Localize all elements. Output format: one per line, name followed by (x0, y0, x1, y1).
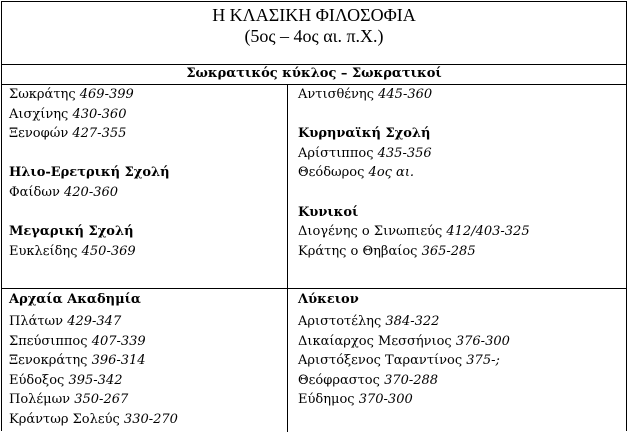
philosopher-name: Εύδοξος (9, 372, 65, 388)
philosopher-years: 365-285 (421, 243, 476, 259)
academy-column (9, 312, 178, 430)
philosopher-entry (9, 124, 170, 144)
table-title (2, 2, 626, 65)
philosopher-entry (9, 410, 178, 430)
philosopher-years: 370-300 (358, 392, 413, 408)
philosopher-years: 395-342 (68, 372, 123, 388)
philosopher-entry (9, 312, 178, 332)
philosopher-entry (298, 312, 510, 332)
philosopher-entry (298, 144, 530, 164)
philosopher-years: 4ος αι. (368, 165, 415, 181)
philosopher-entry (298, 242, 530, 262)
philosopher-name: Σπεύσιππος (9, 333, 88, 349)
philosopher-name: Κράτης ο Θηβαίος (298, 243, 418, 259)
philosopher-entry (9, 332, 178, 352)
column-divider (287, 85, 288, 432)
philosopher-name: Ξενοφών (9, 126, 69, 142)
philosopher-years: 430-360 (72, 106, 127, 122)
title-line-1: Η ΚΛΑΣΙΚΗ ΦΙΛΟΣΟΦΙΑ (212, 5, 416, 25)
philosopher-name: Ξενοκράτης (9, 353, 88, 369)
philosopher-years: 407-339 (91, 333, 146, 349)
school-heading-megarian: Μεγαρική Σχολή (9, 224, 134, 240)
philosopher-years: 384-322 (385, 314, 440, 329)
philosopher-entry (9, 390, 178, 410)
philosopher-years: 330-270 (123, 411, 178, 427)
philosopher-name: Φαίδων (9, 184, 60, 200)
school-heading-cynics: Κυνικοί (298, 204, 359, 220)
philosopher-entry (298, 332, 510, 352)
philosopher-entry (298, 222, 530, 242)
philosopher-years: 370-288 (384, 372, 439, 388)
lyceum-heading: Λύκειον (298, 292, 359, 307)
philosopher-name: Πλάτων (9, 314, 64, 329)
philosopher-years: 469-399 (79, 87, 134, 102)
philosophy-table (1, 1, 627, 431)
philosopher-name: Θεόφραστος (298, 372, 380, 388)
philosopher-name: Αισχίνης (9, 106, 69, 122)
row-divider (2, 288, 626, 289)
socratic-left-column (9, 85, 170, 261)
philosopher-entry (298, 371, 510, 391)
philosopher-years: 450-369 (81, 243, 136, 259)
philosopher-name: Αριστοτέλης (298, 314, 382, 329)
philosopher-name: Εύδημος (298, 392, 355, 408)
philosopher-entry (298, 390, 510, 410)
philosopher-name: Θεόδωρος (298, 165, 365, 181)
philosopher-name: Αρίστιππος (298, 145, 374, 161)
academy-heading: Αρχαία Ακαδημία (9, 292, 141, 307)
philosopher-entry (298, 85, 530, 105)
philosopher-years: 350-267 (74, 392, 129, 408)
philosopher-name: Διογένης ο Σινωπιεύς (298, 224, 443, 240)
philosopher-entry (298, 163, 530, 183)
philosopher-name: Σωκράτης (9, 87, 76, 102)
philosopher-name: Ευκλείδης (9, 243, 78, 259)
school-heading-cyrenaic: Κυρηναϊκή Σχολή (298, 126, 431, 142)
philosopher-years: 427-355 (72, 126, 127, 142)
school-heading-elean-eretrian: Ηλιο-Ερετρική Σχολή (9, 165, 170, 181)
philosopher-entry (9, 371, 178, 391)
philosopher-years: 429-347 (67, 314, 122, 329)
philosopher-years: 445-360 (378, 87, 433, 102)
philosopher-name: Κράντωρ Σολεύς (9, 411, 120, 427)
philosopher-entry (298, 351, 510, 371)
philosopher-name: Αριστόξενος Ταραντίνος (298, 353, 463, 369)
philosopher-name: Δικαίαρχος Μεσσήνιος (298, 333, 452, 349)
philosopher-entry (9, 105, 170, 125)
philosopher-entry (9, 85, 170, 105)
philosopher-years: 435-356 (377, 145, 432, 161)
title-line-2: (5ος – 4ος αι. π.Χ.) (244, 26, 384, 46)
philosopher-entry (9, 242, 170, 262)
philosopher-entry (9, 351, 178, 371)
socratic-right-column (298, 85, 530, 261)
philosopher-years: 376-300 (455, 333, 510, 349)
socratic-circle-heading: Σωκρατικός κύκλος – Σωκρατικοί (2, 64, 626, 85)
philosopher-entry (9, 183, 170, 203)
philosopher-years: 412/403-325 (446, 224, 530, 240)
philosopher-name: Αντισθένης (298, 87, 374, 102)
philosopher-years: 375-; (466, 353, 500, 369)
philosopher-name: Πολέμων (9, 392, 71, 408)
philosopher-years: 420-360 (64, 184, 119, 200)
lyceum-column (298, 312, 510, 410)
philosopher-years: 396-314 (91, 353, 146, 369)
